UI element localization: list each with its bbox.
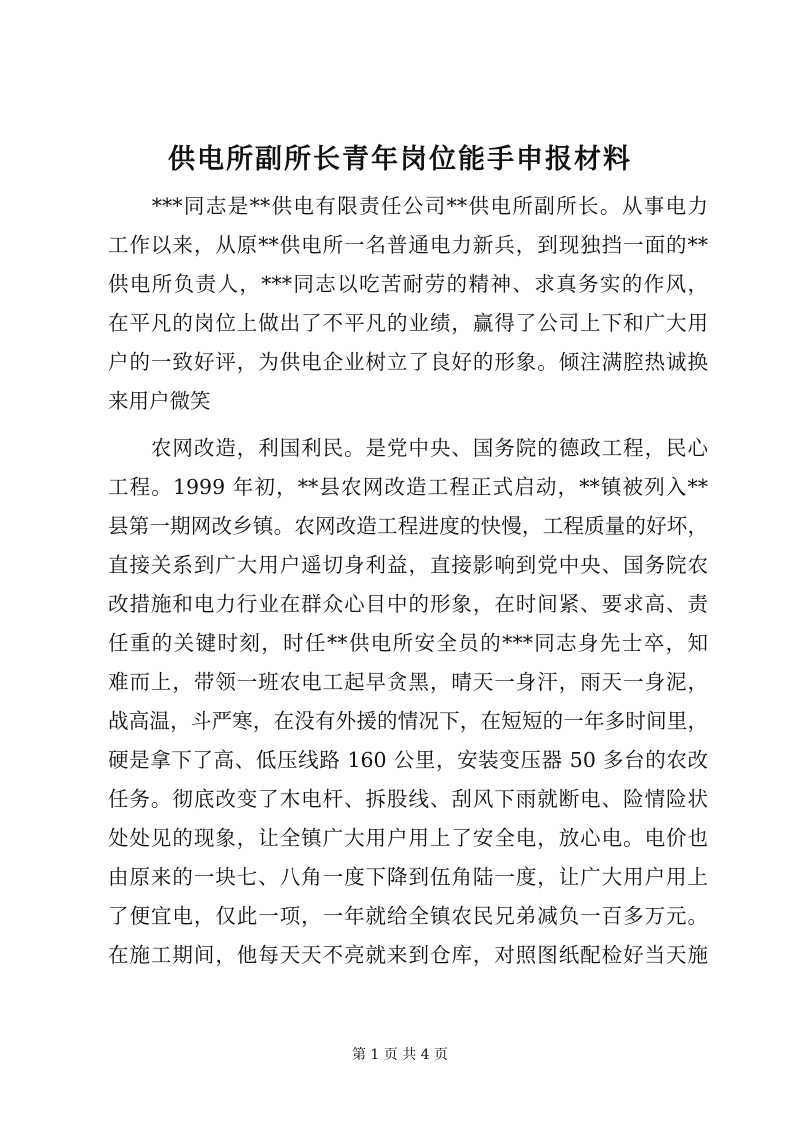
body-line: 任务。彻底改变了木电杆、拆股线、刮风下雨就断电、险情险状 (108, 787, 708, 811)
body-line: 处处见的现象，让全镇广大用户用上了安全电，放心电。电价也 (108, 826, 708, 850)
body-line: 户的一致好评，为供电企业树立了良好的形象。倾注满腔热诚换 (108, 350, 708, 374)
body-line: 在施工期间，他每天天不亮就来到仓库，对照图纸配检好当天施 (108, 943, 708, 967)
body-line: 工程。1999 年初，**县农网改造工程正式启动，**镇被列入** (108, 475, 708, 499)
body-line: 农网改造，利国利民。是党中央、国务院的德政工程，民心 (108, 436, 708, 460)
body-line: 由原来的一块七、八角一度下降到伍角陆一度，让广大用户用上 (108, 865, 708, 889)
body-line: 工作以来，从原**供电所一名普通电力新兵，到现独挡一面的** (108, 233, 708, 257)
body-line: 了便宜电，仅此一项，一年就给全镇农民兄弟减负一百多万元。 (108, 904, 708, 928)
body-line: 来用户微笑 (108, 389, 211, 413)
body-line: 难而上，带领一班农电工起早贪黑，晴天一身汗，雨天一身泥， (108, 670, 708, 694)
body-line: ***同志是**供电有限责任公司**供电所副所长。从事电力 (108, 194, 708, 218)
document-title: 供电所副所长青年岗位能手申报材料 (168, 144, 632, 175)
body-line: 战高温，斗严寒，在没有外援的情况下，在短短的一年多时间里， (108, 709, 708, 733)
body-line: 在平凡的岗位上做出了不平凡的业绩，赢得了公司上下和广大用 (108, 311, 708, 335)
body-line: 任重的关键时刻，时任**供电所安全员的***同志身先士卒，知 (108, 631, 708, 655)
body-line: 硬是拿下了高、低压线路 160 公里，安装变压器 50 多台的农改 (108, 748, 708, 772)
page-footer: 第 1 页 共 4 页 (351, 1047, 449, 1063)
body-line: 县第一期网改乡镇。农网改造工程进度的快慢，工程质量的好坏， (108, 514, 708, 538)
body-line: 直接关系到广大用户遥切身利益，直接影响到党中央、国务院农 (108, 553, 708, 577)
body-line: 供电所负责人，***同志以吃苦耐劳的精神、求真务实的作风， (108, 272, 708, 296)
body-line: 改措施和电力行业在群众心目中的形象，在时间紧、要求高、责 (108, 592, 708, 616)
